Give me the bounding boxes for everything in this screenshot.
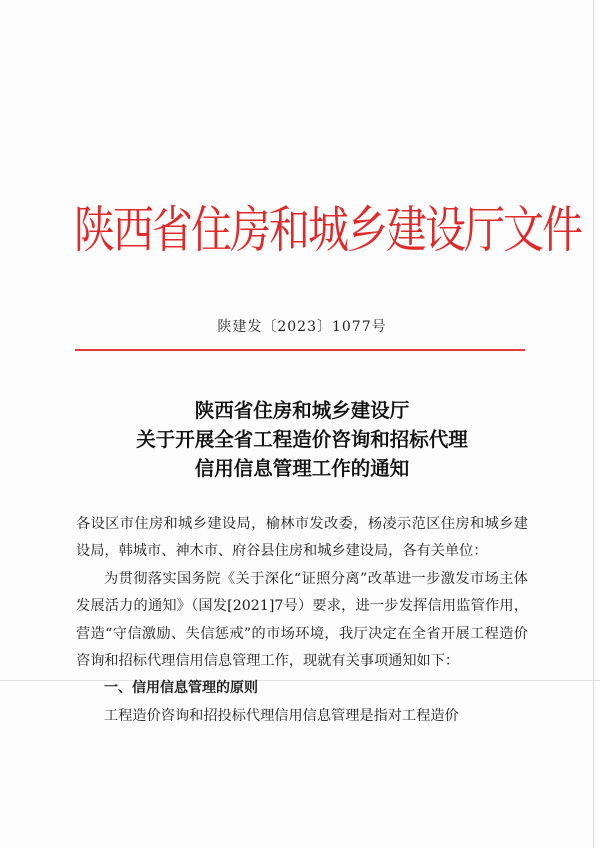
agency-document-header: 陕西省住房和城乡建设厅文件 <box>74 200 581 260</box>
body-paragraph-1: 为贯彻落实国务院《关于深化“证照分离”改革进一步激发市场主体发展活力的通知》（国发[2021]7号）要求，进一步发挥信用监管作用，营造“守信激励、失信惩戒”的市场环境，我厅决定在全省开展工程造价咨询和招标代理信用信息管理工作，现就有关事项通知如下： <box>76 570 528 670</box>
notice-body <box>76 511 528 730</box>
title-line-2: 关于开展全省工程造价咨询和招标代理 <box>136 428 468 451</box>
title-line-3: 信用信息管理工作的通知 <box>194 457 410 480</box>
notice-title <box>74 396 530 483</box>
recipients-paragraph: 各设区市住房和城乡建设局，榆林市发改委，杨凌示范区住房和城乡建设局，韩城市、神木市、府谷县住房和城乡建设局，各有关单位： <box>76 516 528 560</box>
section-1-paragraph: 工程造价咨询和招投标代理信用信息管理是指对工程造价 <box>104 707 459 724</box>
section-heading-1: 一、信用信息管理的原则 <box>104 680 258 697</box>
red-separator-rule <box>75 349 525 351</box>
title-line-1: 陕西省住房和城乡建设厅 <box>194 399 410 422</box>
document-number: 陕建发〔2023〕1077号 <box>217 319 387 335</box>
scan-edge-line <box>593 0 594 848</box>
